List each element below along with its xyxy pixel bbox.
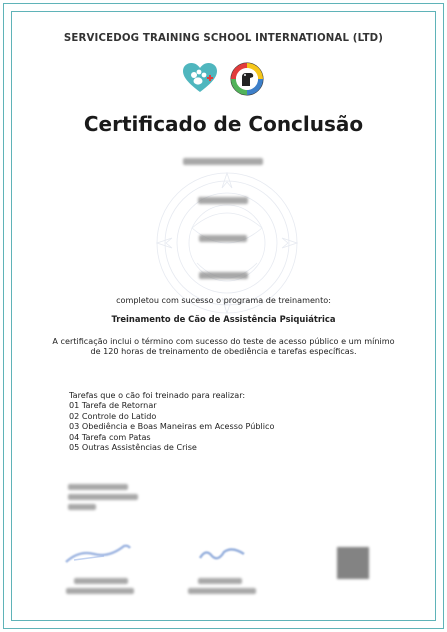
redacted-signer-middle-name — [198, 578, 242, 584]
certificate-title: Certificado de Conclusão — [83, 112, 364, 136]
signature-middle — [198, 544, 248, 564]
heart-paw-icon — [182, 62, 218, 94]
task-list — [69, 390, 274, 452]
school-name: SERVICEDOG TRAINING SCHOOL INTERNATIONAL (LTD) — [63, 33, 384, 44]
list-item: 02 Controle do Latido — [69, 410, 157, 421]
redacted-date — [199, 235, 247, 242]
completion-text: completou com sucesso o programa de treinamento: — [116, 295, 331, 305]
redacted-signer-left-title — [66, 588, 134, 594]
redacted-address-line-2 — [68, 494, 138, 500]
signature-left — [64, 542, 134, 566]
list-item: 05 Outras Assistências de Crise — [69, 442, 197, 453]
tasks-heading: Tarefas que o cão foi treinado para realizar: — [69, 390, 246, 400]
redacted-signer-middle-title — [188, 588, 256, 594]
course-name: Treinamento de Cão de Assistência Psiquiátrica — [111, 314, 336, 324]
list-item: 03 Obediência e Boas Maneiras em Acesso Público — [69, 421, 275, 432]
list-item: 01 Tarefa de Retornar — [69, 400, 157, 411]
redacted-recipient-name — [183, 158, 263, 165]
redacted-signer-left-name — [74, 578, 128, 584]
list-item: 04 Tarefa com Patas — [69, 431, 151, 442]
qr-code — [337, 547, 369, 579]
redacted-breed — [199, 272, 248, 279]
redacted-dog-name — [198, 197, 248, 204]
redacted-address-line-1 — [68, 484, 128, 490]
redacted-address-line-3 — [68, 504, 96, 510]
certification-description: A certificação inclui o término com sucesso do teste de acesso público e um mínimo de 120 horas de treinamento de obediência e tarefas específicas. — [52, 336, 395, 356]
service-dog-badge-icon — [230, 62, 264, 96]
